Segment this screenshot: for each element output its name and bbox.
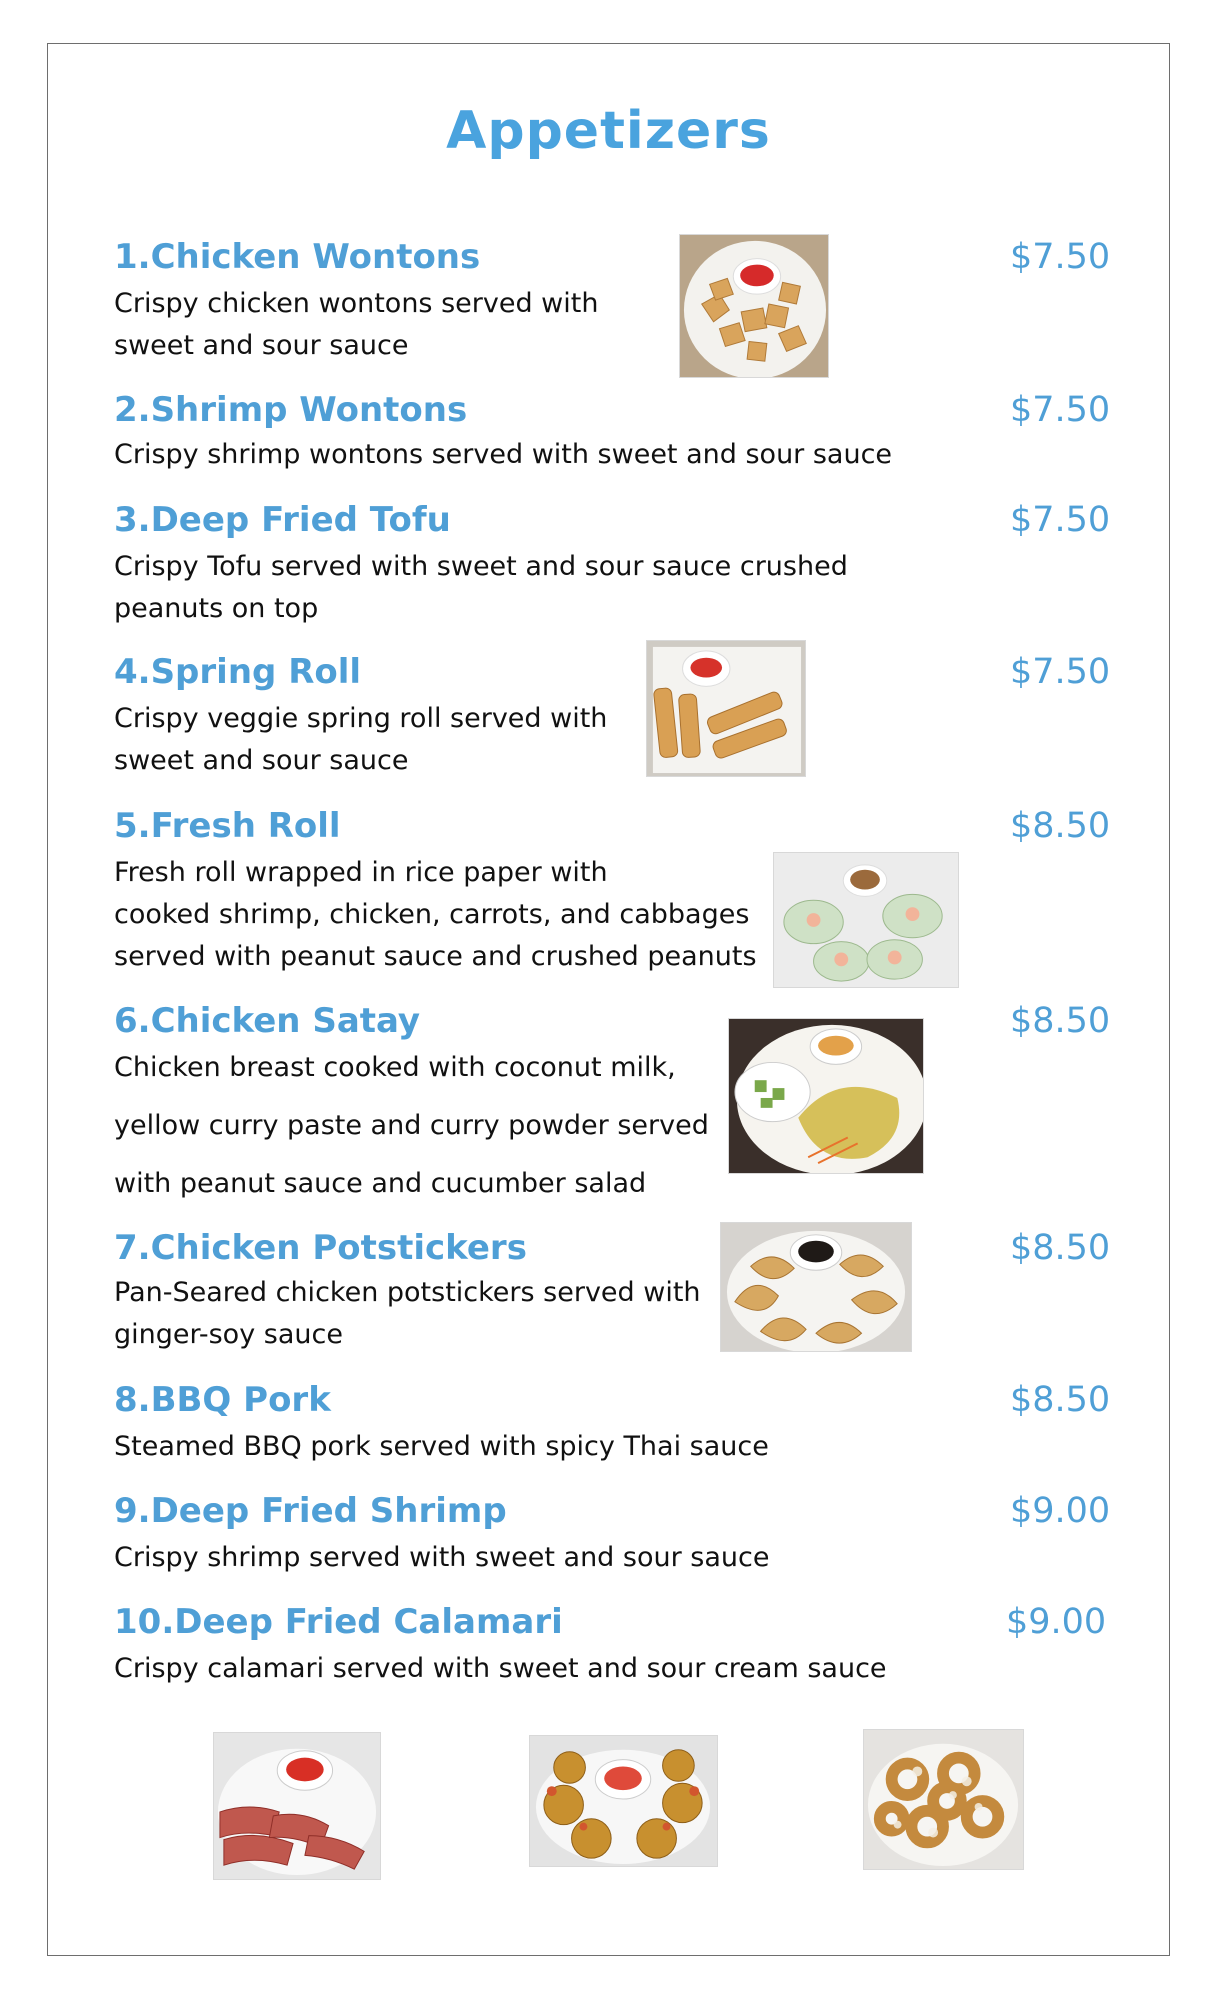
item-desc-line: Pan-Seared chicken potstickers served with: [114, 1277, 701, 1308]
menu-item-deep-fried-tofu: [114, 500, 848, 630]
spring-roll-photo: [646, 640, 806, 777]
item-price: $9.00: [1010, 1491, 1111, 1531]
item-name: 1.Chicken Wontons: [114, 237, 481, 277]
menu-item-shrimp-wontons: [114, 390, 892, 476]
menu-item-deep-fried-calamari: [114, 1602, 887, 1690]
menu-item-fresh-roll: [114, 806, 757, 978]
item-name: 10.Deep Fried Calamari: [114, 1602, 563, 1642]
item-desc-line: Crispy shrimp served with sweet and sour sauce: [114, 1542, 770, 1573]
item-desc-line: Steamed BBQ pork served with spicy Thai sauce: [114, 1431, 769, 1462]
potstickers-photo: [720, 1222, 912, 1352]
item-desc-line: sweet and sour sauce: [114, 745, 409, 776]
menu-item-chicken-potstickers: [114, 1228, 701, 1356]
item-desc-line: Chicken breast cooked with coconut milk,: [114, 1052, 676, 1083]
item-desc-line: sweet and sour sauce: [114, 330, 409, 361]
item-price: $7.50: [1010, 237, 1111, 277]
item-price: $7.50: [1010, 390, 1111, 430]
item-desc-line: Crispy Tofu served with sweet and sour sauce crushed: [114, 551, 848, 582]
item-desc-line: peanuts on top: [114, 593, 319, 624]
item-price: $9.00: [1006, 1602, 1107, 1642]
bbq-pork-photo: [213, 1732, 381, 1880]
item-name: 6.Chicken Satay: [114, 1001, 421, 1041]
item-price: $7.50: [1010, 500, 1111, 540]
item-name: 3.Deep Fried Tofu: [114, 500, 451, 540]
item-desc-line: ginger-soy sauce: [114, 1319, 343, 1350]
item-name: 7.Chicken Potstickers: [114, 1228, 527, 1268]
item-price: $7.50: [1010, 652, 1111, 692]
menu-item-deep-fried-shrimp: [114, 1491, 769, 1579]
item-desc-line: Crispy shrimp wontons served with sweet and sour sauce: [114, 439, 893, 470]
deep-fried-calamari-photo: [863, 1729, 1024, 1870]
menu-item-spring-roll: [114, 652, 607, 782]
item-price: $8.50: [1010, 806, 1111, 846]
item-desc-line: with peanut sauce and cucumber salad: [114, 1168, 647, 1199]
menu-item-chicken-satay: [114, 1001, 709, 1213]
item-name: 4.Spring Roll: [114, 652, 362, 692]
chicken-wontons-photo: [679, 234, 829, 378]
item-name: 2.Shrimp Wontons: [114, 390, 468, 430]
menu-item-chicken-wontons: [114, 237, 598, 367]
item-name: 5.Fresh Roll: [114, 806, 341, 846]
fresh-roll-photo: [773, 852, 959, 988]
item-desc-line: Fresh roll wrapped in rice paper with: [114, 857, 608, 888]
item-desc-line: yellow curry paste and curry powder served: [114, 1110, 709, 1141]
item-desc-line: served with peanut sauce and crushed peanuts: [114, 941, 757, 972]
item-desc-line: Crispy calamari served with sweet and sour cream sauce: [114, 1653, 887, 1684]
chicken-satay-photo: [728, 1018, 924, 1174]
item-desc-line: cooked shrimp, chicken, carrots, and cabbages: [114, 899, 750, 930]
item-price: $8.50: [1010, 1380, 1111, 1420]
item-name: 8.BBQ Pork: [114, 1380, 331, 1420]
deep-fried-shrimp-photo: [529, 1735, 718, 1867]
item-price: $8.50: [1010, 1001, 1111, 1041]
item-desc-line: Crispy chicken wontons served with: [114, 288, 599, 319]
page-title: Appetizers: [446, 101, 771, 161]
item-name: 9.Deep Fried Shrimp: [114, 1491, 507, 1531]
item-price: $8.50: [1010, 1228, 1111, 1268]
item-desc-line: Crispy veggie spring roll served with: [114, 703, 608, 734]
menu-item-bbq-pork: [114, 1380, 769, 1468]
